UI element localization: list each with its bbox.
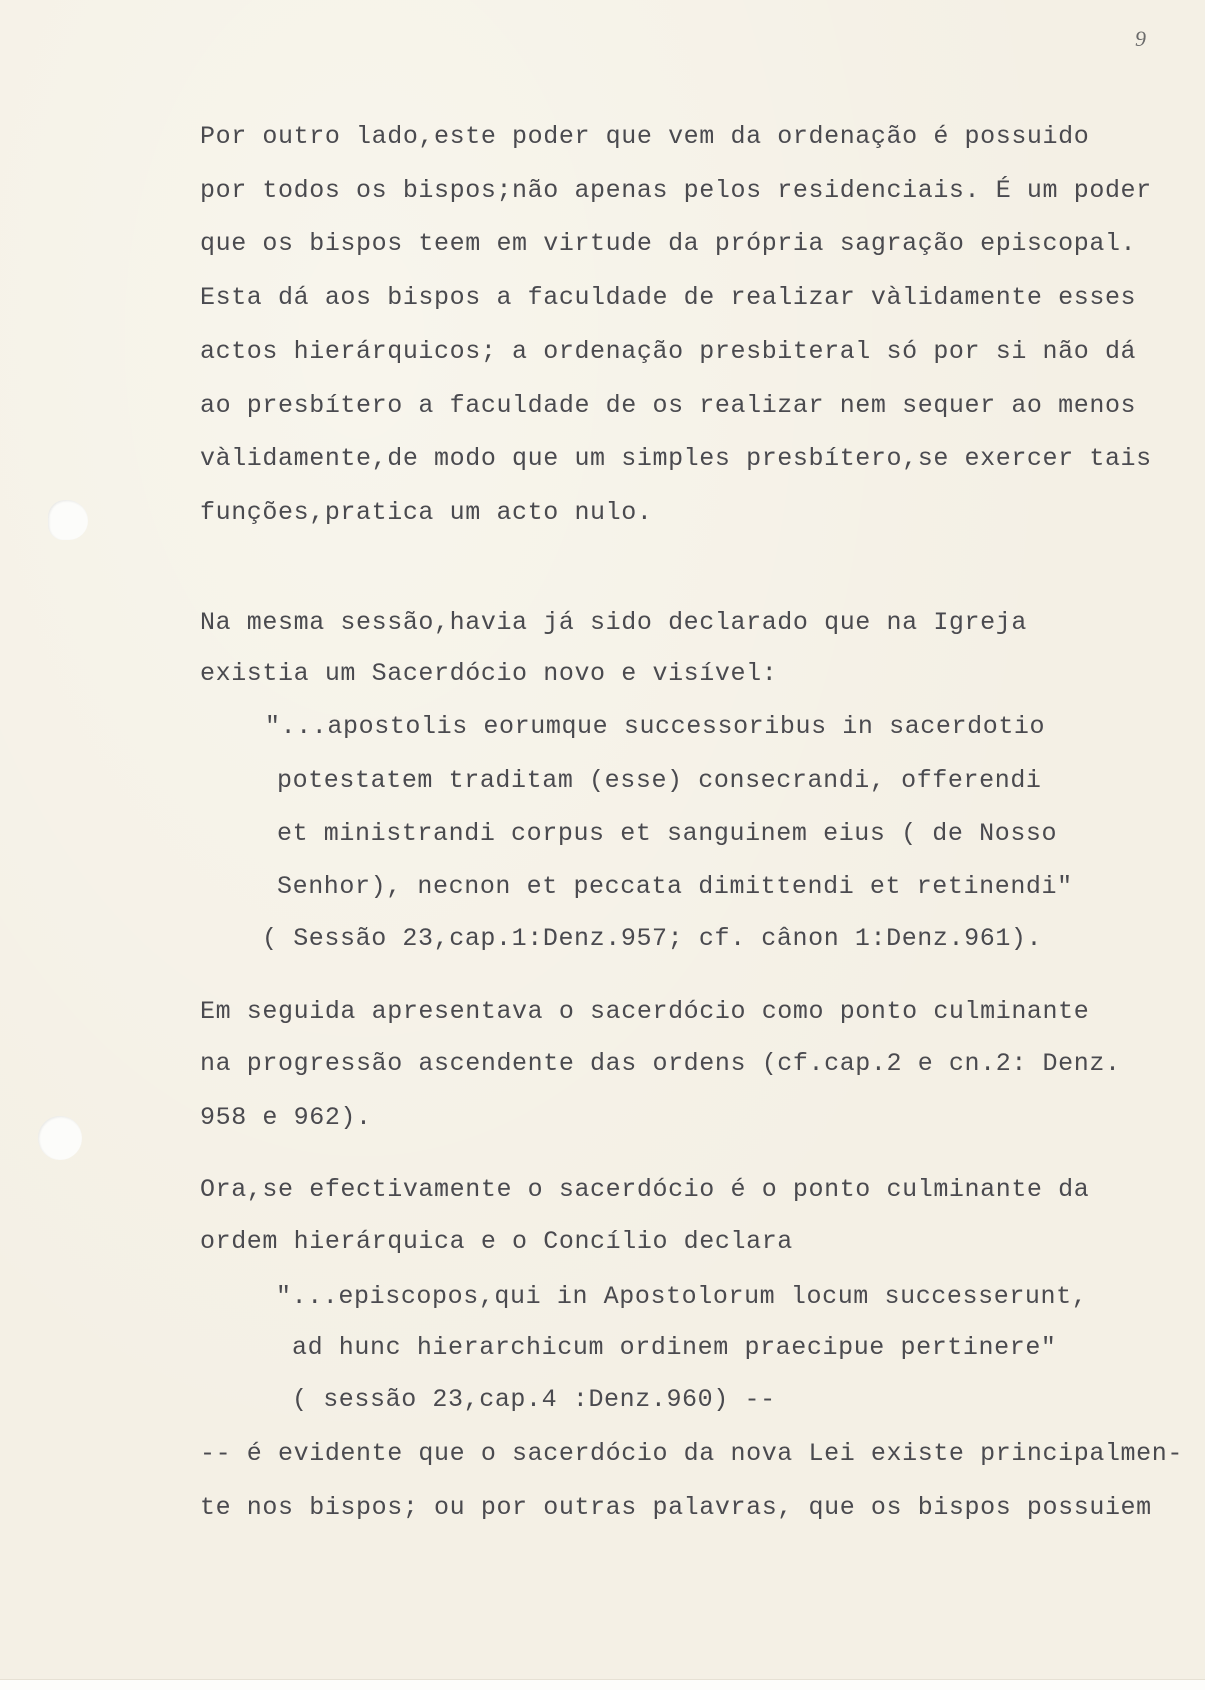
quote-line: potestatem traditam (esse) consecrandi, offerendi — [277, 766, 1042, 795]
text-line: Ora,se efectivamente o sacerdócio é o ponto culminante da — [200, 1175, 1090, 1204]
text-line: Na mesma sessão,havia já sido declarado que na Igreja — [200, 608, 1027, 637]
text-line: Esta dá aos bispos a faculdade de realizar vàlidamente esses — [200, 283, 1137, 312]
text-line: te nos bispos; ou por outras palavras, que os bispos possuiem — [200, 1493, 1152, 1522]
text-line: vàlidamente,de modo que um simples presbítero,se exercer tais — [200, 444, 1152, 473]
text-line: existia um Sacerdócio novo e visível: — [200, 659, 778, 688]
text-line: ordem hierárquica e o Concílio declara — [200, 1227, 793, 1256]
quote-line: "...apostolis eorumque successoribus in sacerdotio — [265, 712, 1046, 741]
text-line: que os bispos teem em virtude da própria sagração episcopal. — [200, 229, 1137, 258]
text-line: na progressão ascendente das ordens (cf.cap.2 e cn.2: Denz. — [200, 1049, 1121, 1078]
punch-hole — [38, 1116, 82, 1160]
text-line: funções,pratica um acto nulo. — [200, 498, 653, 527]
text-line: Em seguida apresentava o sacerdócio como ponto culminante — [200, 997, 1090, 1026]
text-line: -- é evidente que o sacerdócio da nova Lei existe principalmen- — [200, 1439, 1183, 1468]
text-line: ao presbítero a faculdade de os realizar nem sequer ao menos — [200, 391, 1137, 420]
text-line: 958 e 962). — [200, 1103, 372, 1132]
page-number: 9 — [1135, 26, 1146, 51]
citation: ( Sessão 23,cap.1:Denz.957; cf. cânon 1:Denz.961). — [262, 924, 1043, 953]
quote-line: "...episcopos,qui in Apostolorum locum successerunt, — [276, 1282, 1088, 1311]
punch-hole — [48, 500, 88, 540]
quote-line: et ministrandi corpus et sanguinem eius ( de Nosso — [277, 819, 1058, 848]
quote-line: Senhor), necnon et peccata dimittendi et retinendi" — [277, 872, 1073, 901]
text-line: actos hierárquicos; a ordenação presbiteral só por si não dá — [200, 337, 1137, 366]
page-bottom-edge — [0, 1679, 1205, 1690]
citation: ( sessão 23,cap.4 :Denz.960) -- — [292, 1385, 776, 1414]
text-line: Por outro lado,este poder que vem da ordenação é possuido — [200, 122, 1090, 151]
quote-line: ad hunc hierarchicum ordinem praecipue pertinere" — [292, 1333, 1057, 1362]
text-line: por todos os bispos;não apenas pelos residenciais. É um poder — [200, 176, 1152, 205]
